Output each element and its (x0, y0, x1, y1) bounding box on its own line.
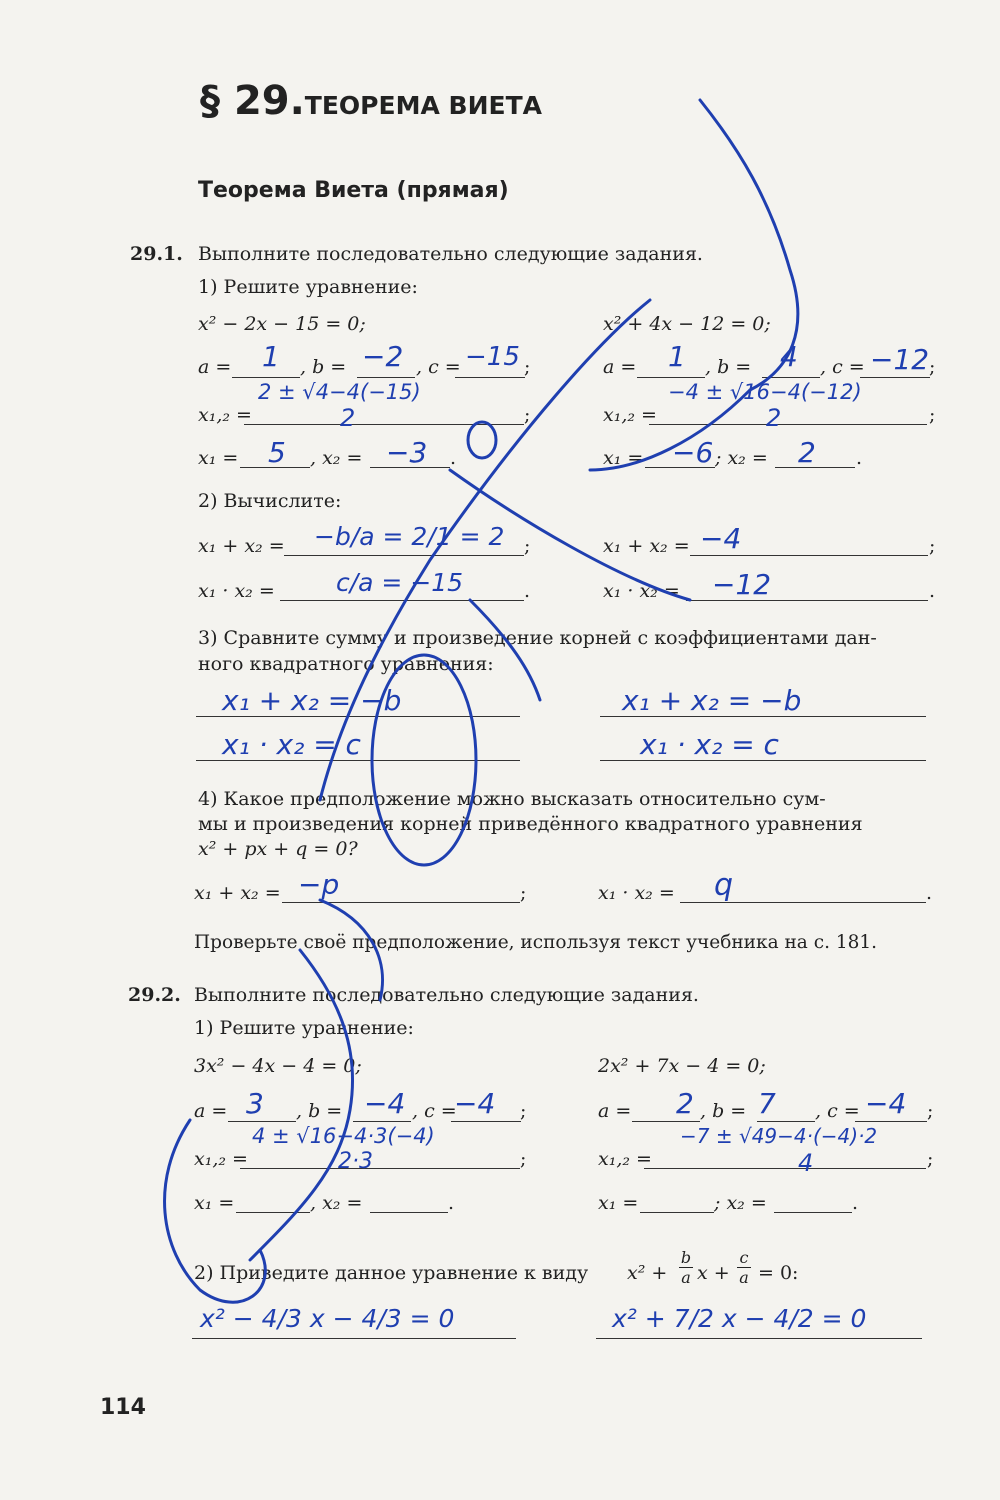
hw-compare-sum-right: x₁ + x₂ = −b (622, 684, 802, 717)
coef-a-label: a = (194, 1100, 228, 1122)
coef-a-label: a = (198, 356, 232, 378)
semicolon: ; (520, 882, 527, 904)
subtitle: Теорема Виета (прямая) (198, 178, 509, 203)
sum-label: x₁ + x₂ = (603, 535, 690, 557)
scribble-circle (468, 422, 496, 458)
coef-a-label: a = (598, 1100, 632, 1122)
scribble-stroke (250, 950, 353, 1260)
x1-label: x₁ = (198, 447, 239, 469)
hw-reduced-right: x² + 7/2 x − 4/2 = 0 (612, 1304, 867, 1333)
exercise-intro: Выполните последовательно следующие задания. (194, 984, 699, 1006)
hw-b3: −4 (364, 1087, 406, 1120)
period: . (926, 882, 933, 904)
period: . (856, 447, 863, 469)
hw-hypothesis-sum: −p (298, 868, 340, 901)
product-label: x₁ · x₂ = (198, 580, 275, 602)
equation-right: x² + 4x − 12 = 0; (603, 313, 771, 335)
hw-a4: 2 (676, 1087, 694, 1120)
x12-label: x₁,₂ = (194, 1148, 248, 1170)
denominator: a (681, 1268, 691, 1287)
x1-label: x₁ = (194, 1192, 235, 1214)
x1-label: x₁ = (603, 447, 644, 469)
coef-b-label: , b = (705, 356, 752, 378)
scribble-stroke (165, 1120, 266, 1302)
scribble-stroke (320, 300, 650, 800)
step-2-label: 2) Вычислите: (198, 490, 342, 512)
exercise-number: 29.2. (128, 984, 181, 1006)
semicolon: ; (927, 1148, 934, 1170)
numerator: b (680, 1248, 692, 1267)
hw-compare-sum-left: x₁ + x₂ = −b (222, 684, 402, 717)
denominator: a (739, 1268, 749, 1287)
hw-c4: −4 (865, 1087, 907, 1120)
period: . (448, 1192, 455, 1214)
semicolon: ; (520, 1100, 527, 1122)
scribble-stroke (450, 470, 690, 600)
sum-label: x₁ + x₂ = (198, 535, 285, 557)
sum-label: x₁ + x₂ = (194, 882, 281, 904)
step-4-line1: 4) Какое предположение можно высказать относительно сум- (198, 788, 826, 810)
step-1-label: 1) Решите уравнение: (198, 276, 418, 298)
period: . (852, 1192, 859, 1214)
hw-a2: 1 (668, 340, 686, 373)
hw-denominator-1: 2 (340, 404, 356, 432)
scribble-stroke (590, 390, 750, 470)
hw-b1: −2 (362, 340, 404, 373)
hw-x1-left: 5 (268, 436, 286, 469)
step-4-line2: мы и произведения корней приведённого квадратного уравнения (198, 813, 863, 835)
hw-denominator-4: 4 (798, 1149, 814, 1177)
coef-c-label: , c = (416, 356, 461, 378)
hw-b4: 7 (758, 1087, 776, 1120)
hw-discriminant-2: −4 ± √16−4(−12) (668, 380, 862, 404)
equation-left: 3x² − 4x − 4 = 0; (194, 1055, 362, 1077)
check-instruction: Проверьте своё предположение, используя текст учебника на с. 181. (194, 932, 878, 953)
equation-left: x² − 2x − 15 = 0; (198, 313, 366, 335)
scribble-stroke (320, 900, 383, 1000)
hw-c2: −12 (870, 343, 930, 376)
period: . (524, 580, 531, 602)
hw-x2-left: −3 (386, 436, 428, 469)
step-4-line3: x² + px + q = 0? (198, 838, 358, 860)
hw-discriminant-1: 2 ± √4−4(−15) (258, 380, 421, 404)
hw-b2: 4 (780, 340, 798, 373)
hw-compare-prod-right: x₁ · x₂ = c (640, 728, 779, 761)
section-sign: § (200, 78, 220, 124)
semicolon: ; (520, 1148, 527, 1170)
hw-product-left: c/a = −15 (336, 568, 464, 597)
hw-reduced-left: x² − 4/3 x − 4/3 = 0 (200, 1304, 455, 1333)
page-number: 114 (100, 1395, 146, 1420)
coef-a-label: a = (603, 356, 637, 378)
semicolon: ; (929, 356, 936, 378)
hw-discriminant-3: 4 ± √16−4·3(−4) (252, 1124, 435, 1148)
scribble-stroke (470, 600, 540, 700)
equals-zero: = 0: (758, 1262, 799, 1284)
x-plus: x + (697, 1262, 730, 1284)
x2-label: , x₂ = (310, 1192, 363, 1214)
coef-b-label: , b = (296, 1100, 343, 1122)
hw-compare-prod-left: x₁ · x₂ = c (222, 728, 361, 761)
coef-b-label: , b = (700, 1100, 747, 1122)
x2-label: , x₂ = (310, 447, 363, 469)
semicolon: ; (524, 356, 531, 378)
numerator: c (737, 1248, 751, 1268)
hw-x1-right: −6 (672, 436, 714, 469)
hw-sum-left: −b/a = 2/1 = 2 (314, 522, 505, 551)
step-2-label: 2) Приведите данное уравнение к виду (194, 1262, 589, 1284)
hw-denominator-3: 2·3 (338, 1149, 373, 1174)
scribble-circle (372, 655, 476, 865)
semicolon: ; (929, 535, 936, 557)
semicolon: ; (929, 404, 936, 426)
step-1-label: 1) Решите уравнение: (194, 1017, 414, 1039)
coef-c-label: , c = (820, 356, 865, 378)
step-3-line1: 3) Сравните сумму и произведение корней с коэффициентами дан- (198, 627, 877, 649)
x12-label: x₁,₂ = (603, 404, 657, 426)
period: . (929, 580, 936, 602)
hw-x2-right: 2 (798, 436, 816, 469)
hw-hypothesis-product: q (714, 868, 734, 903)
semicolon: ; (524, 535, 531, 557)
x1-label: x₁ = (598, 1192, 639, 1214)
semicolon: ; (524, 404, 531, 426)
coef-c-label: , c = (412, 1100, 457, 1122)
product-label: x₁ · x₂ = (603, 580, 680, 602)
section-title: ТЕОРЕМА ВИЕТА (304, 91, 542, 120)
exercise-intro: Выполните последовательно следующие задания. (198, 243, 703, 265)
equation-right: 2x² + 7x − 4 = 0; (598, 1055, 766, 1077)
section-number: 29. (233, 78, 305, 124)
hw-c3: −4 (454, 1087, 496, 1120)
hw-a1: 1 (262, 340, 280, 373)
hw-a3: 3 (246, 1087, 264, 1120)
x2-label: ; x₂ = (715, 447, 768, 469)
x2-label: ; x₂ = (714, 1192, 767, 1214)
exercise-number: 29.1. (130, 243, 183, 265)
hw-denominator-2: 2 (766, 404, 782, 432)
period: . (450, 447, 457, 469)
x12-label: x₁,₂ = (198, 404, 252, 426)
step-3-line2: ного квадратного уравнения: (198, 653, 494, 675)
coef-b-label: , b = (300, 356, 347, 378)
hw-c1: −15 (465, 342, 520, 372)
coef-c-label: , c = (815, 1100, 860, 1122)
x12-label: x₁,₂ = (598, 1148, 652, 1170)
x-squared-plus: x² + (627, 1262, 668, 1284)
scribble-stroke (700, 100, 798, 390)
hw-product-right: −12 (712, 568, 772, 601)
product-label: x₁ · x₂ = (598, 882, 675, 904)
hw-discriminant-4: −7 ± √49−4·(−4)·2 (680, 1124, 878, 1148)
hw-sum-right: −4 (700, 522, 742, 555)
semicolon: ; (927, 1100, 934, 1122)
